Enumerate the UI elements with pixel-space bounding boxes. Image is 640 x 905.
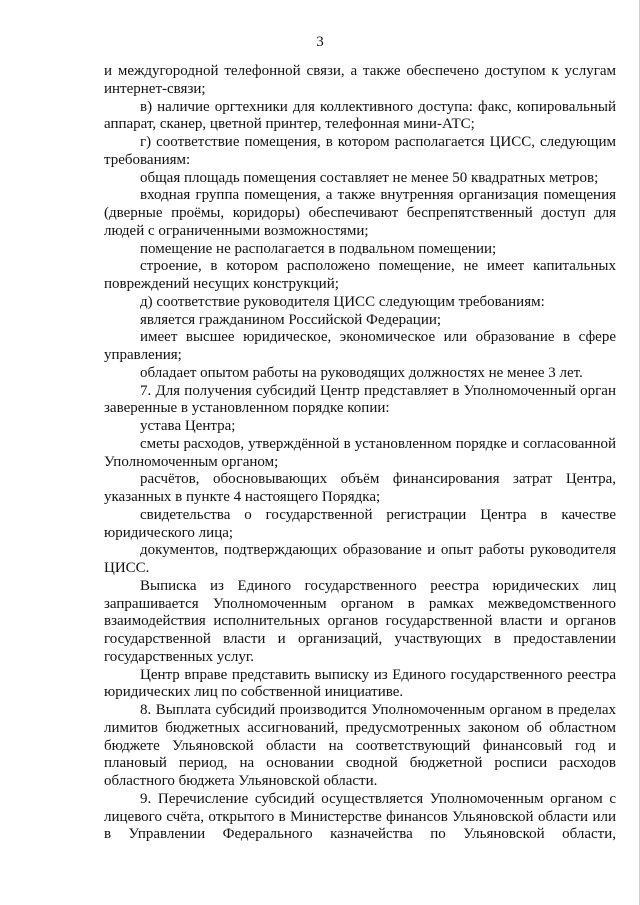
paragraph: 9. Перечисление субсидий осуществляется Уполномоченным органом с лицевого счёта, открытого в Министерстве финансов Ульяновской области или в Управлении Федерального казначейства по Ульяновской области, bbox=[104, 790, 616, 843]
paragraph: свидетельства о государственной регистрации Центра в качестве юридического лица; bbox=[104, 506, 616, 541]
paragraph: входная группа помещения, а также внутренняя организация помещения (дверные проёмы, коридоры) обеспечивают беспрепятственный доступ для людей с ограниченными возможностями; bbox=[104, 187, 616, 239]
paragraph: обладает опытом работы на руководящих должностях не менее 3 лет. bbox=[140, 364, 583, 381]
paragraph: Выписка из Единого государственного реестра юридических лиц запрашивается Уполномоченным органом в рамках межведомственного взаимодействия исполнительных органов государственной власти и органов государственной власти и организаций, участвующих в предоставлении государственных услуг. bbox=[104, 577, 616, 665]
paragraph: имеет высшее юридическое, экономическое или образование в сфере управления; bbox=[104, 329, 616, 363]
page-number: 3 bbox=[316, 34, 324, 50]
paragraph: расчётов, обосновывающих объём финансирования затрат Центра, указанных в пункте 4 настоящего Порядка; bbox=[104, 471, 616, 505]
paragraph: сметы расходов, утверждённой в установленном порядке и согласованной Уполномоченным органом; bbox=[104, 435, 616, 470]
paragraph: общая площадь помещения составляет не менее 50 квадратных метров; bbox=[140, 169, 599, 186]
paragraph: документов, подтверждающих образование и опыт работы руководителя ЦИСС. bbox=[104, 542, 616, 576]
paragraph: помещение не располагается в подвальном помещении; bbox=[140, 240, 497, 257]
document-body bbox=[104, 63, 616, 844]
paragraph: Центр вправе представить выписку из Единого государственного реестра юридических лиц по собственной инициативе. bbox=[104, 666, 616, 701]
paragraph: строение, в котором расположено помещение, не имеет капитальных повреждений несущих конструкций; bbox=[104, 258, 616, 292]
paragraph: 7. Для получения субсидий Центр представляет в Уполномоченный орган заверенные в установленном порядке копии: bbox=[104, 382, 616, 417]
paragraph: и междугородной телефонной связи, а также обеспечено доступом к услугам интернет-связи; bbox=[104, 63, 616, 97]
paragraph: устава Центра; bbox=[140, 418, 236, 434]
paragraph: в) наличие оргтехники для коллективного доступа: факс, копировальный аппарат, сканер, цветной принтер, телефонная мини-АТС; bbox=[104, 98, 616, 133]
paragraph: является гражданином Российской Федерации; bbox=[140, 311, 442, 328]
paragraph: г) соответствие помещения, в котором располагается ЦИСС, следующим требованиям: bbox=[104, 134, 616, 168]
paragraph: д) соответствие руководителя ЦИСС следующим требованиям: bbox=[140, 293, 545, 310]
paragraph: 8. Выплата субсидий производится Уполномоченным органом в пределах лимитов бюджетных ассигнований, предусмотренных законом об областном бюджете Ульяновской области на соответствующий финансовый год и плановый период, на основании сводной бюджетной росписи расходов областного бюджета Ульяновской области. bbox=[104, 702, 616, 789]
